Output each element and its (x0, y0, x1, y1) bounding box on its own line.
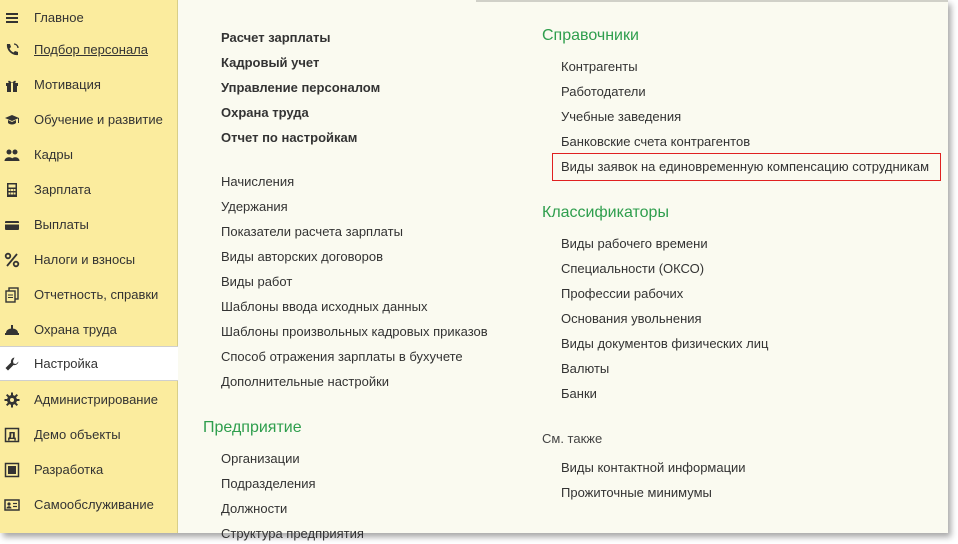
link-settings-report[interactable]: Отчет по настройкам (221, 130, 358, 145)
sidebar-item-demo[interactable] (0, 417, 177, 452)
link-banks[interactable]: Банки (561, 386, 597, 401)
demo-icon (4, 427, 20, 443)
link-contact-info-types[interactable]: Виды контактной информации (561, 460, 746, 475)
wallet-icon (4, 217, 20, 233)
link-author-contract-types[interactable]: Виды авторских договоров (221, 249, 384, 264)
link-subsistence-minimums[interactable]: Прожиточные минимумы (561, 485, 712, 500)
section-title-see-also: См. также (542, 431, 603, 446)
link-order-templates[interactable]: Шаблоны произвольных кадровых приказов (221, 324, 488, 339)
section-title-classifiers: Классификаторы (542, 204, 669, 221)
link-enterprise-structure[interactable]: Структура предприятия (221, 526, 364, 541)
sidebar-item-self-service[interactable] (0, 487, 177, 522)
link-personnel-records[interactable]: Кадровый учет (221, 55, 320, 70)
phone-icon (4, 42, 20, 58)
sidebar-item-development[interactable] (0, 452, 177, 487)
sidebar-item-payments[interactable] (0, 207, 177, 242)
link-identity-document-types[interactable]: Виды документов физических лиц (561, 336, 769, 351)
sidebar-item-label: Разработка (34, 462, 104, 477)
link-counterparties[interactable]: Контрагенты (561, 59, 638, 74)
sidebar-item-recruitment[interactable] (0, 32, 177, 67)
link-salary-calculation[interactable]: Расчет зарплаты (221, 30, 331, 45)
link-input-templates[interactable]: Шаблоны ввода исходных данных (221, 299, 428, 314)
sidebar-item-label: Налоги и взносы (34, 252, 136, 267)
sidebar-item-label: Демо объекты (34, 427, 121, 442)
sidebar-item-label: Обучение и развитие (34, 112, 163, 127)
sidebar-item-settings[interactable] (0, 346, 178, 381)
link-work-types[interactable]: Виды работ (221, 274, 293, 289)
link-accruals[interactable]: Начисления (221, 174, 295, 189)
link-worker-professions[interactable]: Профессии рабочих (561, 286, 684, 301)
sidebar-item-label: Мотивация (34, 77, 101, 92)
sidebar-item-label: Зарплата (34, 182, 91, 197)
gear-icon (4, 392, 20, 408)
link-positions[interactable]: Должности (221, 501, 288, 516)
link-dismissal-grounds[interactable]: Основания увольнения (561, 311, 702, 326)
sidebar-item-label: Самообслуживание (34, 497, 154, 512)
link-salary-accounting-method[interactable]: Способ отражения зарплаты в бухучете (221, 349, 463, 364)
square-icon (4, 462, 20, 478)
people-icon (4, 147, 20, 163)
link-educational-institutions[interactable]: Учебные заведения (561, 109, 682, 124)
section-title-enterprise: Предприятие (203, 419, 302, 436)
sidebar-item-label: Охрана труда (34, 322, 117, 337)
id-card-icon (4, 497, 20, 513)
sidebar-item-reports[interactable] (0, 277, 177, 312)
link-deductions[interactable]: Удержания (221, 199, 288, 214)
link-salary-indicators[interactable]: Показатели расчета зарплаты (221, 224, 403, 239)
sidebar-item-main[interactable] (0, 0, 177, 35)
documents-icon (4, 287, 20, 303)
link-departments[interactable]: Подразделения (221, 476, 316, 491)
link-specialties[interactable]: Специальности (ОКСО) (561, 261, 705, 276)
sidebar (0, 0, 178, 533)
sidebar-item-salary[interactable] (0, 172, 177, 207)
link-compensation-request-types[interactable]: Виды заявок на единовременную компенсацию сотрудникам (561, 159, 930, 174)
sidebar-item-training[interactable] (0, 102, 177, 137)
sidebar-item-label: Выплаты (34, 217, 89, 232)
graduation-cap-icon (4, 112, 20, 128)
sidebar-item-label: Главное (34, 10, 84, 25)
sidebar-item-safety[interactable] (0, 312, 177, 347)
gift-icon (4, 77, 20, 93)
sidebar-item-label: Кадры (34, 147, 73, 162)
sidebar-item-hr[interactable] (0, 137, 177, 172)
section-title-references: Справочники (542, 27, 639, 44)
helmet-icon (4, 322, 20, 338)
sidebar-item-motivation[interactable] (0, 67, 177, 102)
link-working-time-types[interactable]: Виды рабочего времени (561, 236, 708, 251)
sidebar-item-label: Подбор персонала (34, 42, 148, 57)
link-additional-settings[interactable]: Дополнительные настройки (221, 374, 390, 389)
sidebar-item-label: Настройка (34, 356, 98, 371)
top-divider (476, 0, 948, 2)
sidebar-item-label: Администрирование (34, 392, 158, 407)
menu-icon (4, 10, 20, 26)
svg-text:Д: Д (7, 430, 17, 442)
percent-icon (4, 252, 20, 268)
calculator-icon (4, 182, 20, 198)
link-currencies[interactable]: Валюты (561, 361, 610, 376)
link-organizations[interactable]: Организации (221, 451, 300, 466)
wrench-icon (4, 356, 20, 372)
link-labor-protection[interactable]: Охрана труда (221, 105, 309, 120)
link-employers[interactable]: Работодатели (561, 84, 646, 99)
sidebar-item-label: Отчетность, справки (34, 287, 159, 302)
sidebar-item-taxes[interactable] (0, 242, 177, 277)
link-personnel-management[interactable]: Управление персоналом (221, 80, 381, 95)
link-bank-accounts[interactable]: Банковские счета контрагентов (561, 134, 751, 149)
sidebar-item-administration[interactable] (0, 382, 177, 417)
